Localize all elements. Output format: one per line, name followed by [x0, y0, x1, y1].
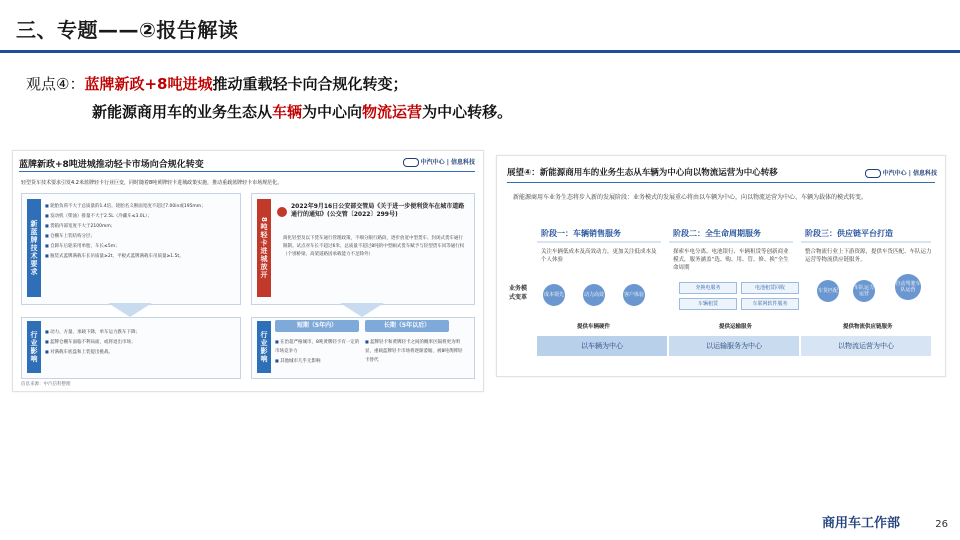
service-2: 提供运输服务	[719, 324, 753, 330]
viewpoint-rest-1: 推动重载轻卡向合规化转变；	[212, 75, 408, 93]
tag-impact-2: 行业影响	[257, 321, 271, 373]
chevron-2: 以运输服务为中心	[669, 336, 799, 356]
pill-short-term: 短期（5年内）	[275, 320, 359, 332]
circle-6: 自动驾驶车队运营	[895, 274, 921, 300]
stage-1-title: 阶段一：车辆销售服务	[541, 229, 621, 238]
arrow-down-icon	[340, 303, 384, 317]
notice-body: 商化轻型及以下货车通行管理政策，不细分限行路段，逐步放宽中型货车、封闭式货车通行限制。试点对车长不超过6米、总质量不超过8吨的中型厢式货车赋予与轻型货车同等通行权（个别桥梁、高架道路因承载能力不足除外）	[283, 236, 465, 257]
viewpoint-text	[26, 70, 512, 126]
notice-title: 2022年9月16日公安部交管局《关于进一步便利货车在城市道路通行的通知》(公交管〔2022〕299号)	[291, 203, 465, 218]
slide-a-logo-text: 中汽中心 | 信息科技	[420, 159, 475, 166]
list-item: ■ 动力、方量、承载下降，单车运力跌车下降；	[45, 327, 235, 337]
list-item: ■ 发动机（柴油）排量不大于2.5L（冷藏车≤3.0L）；	[45, 211, 235, 221]
slide-bluecard-policy	[12, 150, 484, 392]
service-1: 提供车辆硬件	[577, 324, 611, 330]
list-item: ■ 蓝牌仓栅车面临不利局面，或将退出市场；	[45, 337, 235, 347]
viewpoint-text-c: 为中心转移。	[422, 103, 513, 121]
viewpoint-red-2: 车辆	[272, 103, 303, 121]
impact-list-1	[45, 327, 235, 357]
stage-1-desc: 关注车辆低成本及高效动力，更加关注低成本及个人体验	[541, 249, 657, 263]
slide-b-logo	[865, 168, 937, 178]
slide-business-ecosystem	[496, 155, 946, 377]
header-bar	[0, 0, 960, 56]
stage-bar-3	[801, 241, 931, 243]
circle-1: 成本领先	[543, 284, 565, 306]
tag-iov: 车联网软件服务	[741, 298, 799, 310]
tag-eight-ton: 8吨轻卡进城放开	[257, 199, 271, 297]
list-item: ■ 在治超严格城市，8吨黄牌轻卡有一定的市场竞争力	[275, 337, 361, 356]
viewpoint-line-2	[26, 98, 512, 126]
new-bluecard-list	[45, 201, 235, 261]
circle-4: 车货匹配	[817, 280, 839, 302]
circle-5: 车队运力运营	[853, 280, 875, 302]
tag-battery: 电池租赁回收	[741, 282, 799, 294]
page-title: 三、专题——②报告解读	[16, 18, 239, 42]
slide-a-rule	[19, 171, 475, 172]
viewpoint-text-b: 为中心向	[302, 103, 363, 121]
slide-a-title: 蓝牌新政+8吨进城推动轻卡市场向合规化转变	[19, 160, 204, 170]
footer-department: 商用车工作部	[821, 516, 900, 531]
circle-2: 动力高效	[583, 284, 605, 306]
arrow-down-icon	[108, 303, 152, 317]
chevron-3: 以物流运营为中心	[801, 336, 931, 356]
viewpoint-prefix: 观点④：	[26, 75, 85, 93]
viewpoint-text-a: 新能源商用车的业务生态从	[92, 103, 273, 121]
list-item: ■ 蓝牌轻卡和黄牌轻卡之间的概率区隔将更为明显，重载蓝牌轻卡市场将逐渐萎缩，被8吨黄牌轻卡替代	[365, 337, 465, 365]
circle-3: 客户体验	[623, 284, 645, 306]
tag-lease: 车辆租赁	[679, 298, 737, 310]
tag-impact-1: 行业影响	[27, 321, 41, 373]
stage-2-title: 阶段二：全生命周期服务	[673, 229, 761, 238]
slide-a-bullet: 轻型货车技术要求引发4.2米蓝牌轻卡行业巨变，同时随着8吨黄牌轻卡进城政策实施，推动重载蓝牌轻卡市场规范化。	[21, 180, 283, 186]
service-3: 提供物流供应链服务	[843, 324, 893, 330]
list-item: ■ 货箱内部宽度不大于2100mm；	[45, 221, 235, 231]
slide-b-desc: 新能源商用车业务生态将步入新的发展阶段：业务模式的发展重心将由以车辆为中心，向以物流运营为中心、车辆为载体的模式转变。	[513, 194, 868, 201]
viewpoint-line-1	[26, 70, 512, 98]
slide-b-rule	[507, 182, 935, 183]
pill-long-term: 长期（5年以后）	[365, 320, 449, 332]
police-emblem-icon	[277, 207, 287, 217]
chevron-1: 以车辆为中心	[537, 336, 667, 356]
slide-a-source: 信息来源：中汽信科整理	[21, 382, 71, 387]
slide-a-logo	[403, 157, 475, 167]
list-item: ■ 自卸车后轮采用单胎，车长≤5m；	[45, 241, 235, 251]
list-item: ■ 对满载车底盘和上装提出挑战。	[45, 347, 235, 357]
title-divider	[0, 50, 960, 53]
stage-bar-1	[537, 241, 661, 243]
impact-list-short	[275, 337, 361, 366]
logo-icon	[865, 169, 881, 178]
slide-b-logo-text: 中汽中心 | 信息科技	[882, 170, 937, 177]
side-label: 业务模式变革	[508, 285, 527, 301]
slide-b-title: 展望④：新能源商用车的业务生态从车辆为中心向以物流运营为中心转移	[507, 168, 778, 178]
stage-2-desc: 探索车电分离、电池银行、车辆租赁等创新商业模式，服务涵盖“选、购、用、管、修、换”全生命周期	[673, 249, 789, 271]
list-item: ■ 瓶装式蓝牌满载车长吊质量≥2t，平板式蓝牌满载车吊质量≥1.5t。	[45, 251, 235, 261]
logo-icon	[403, 158, 419, 167]
stage-3-desc: 整合物流行业上下游资源，提供车货匹配、车队运力运营等物流供应链服务。	[805, 249, 932, 263]
tag-new-bluecard: 新蓝牌技术要求	[27, 199, 41, 297]
stage-3-title: 阶段三：供应链平台打造	[805, 229, 893, 238]
list-item: ■ 其他城市几乎无影响	[275, 356, 361, 366]
list-item: ■ 仓栅车上装结构分层；	[45, 231, 235, 241]
list-item: ■ 轮胎负荷不大于总质量的1.4倍，轮胎名义断面宽度不超过7.00in或195mm；	[45, 201, 235, 211]
page-number: 26	[935, 519, 948, 530]
impact-list-long	[365, 337, 465, 365]
stage-bar-2	[669, 241, 793, 243]
viewpoint-red-1: 蓝牌新政+8吨进城	[84, 75, 213, 93]
viewpoint-red-3: 物流运营	[362, 103, 423, 121]
tag-charging: 充换电服务	[679, 282, 737, 294]
